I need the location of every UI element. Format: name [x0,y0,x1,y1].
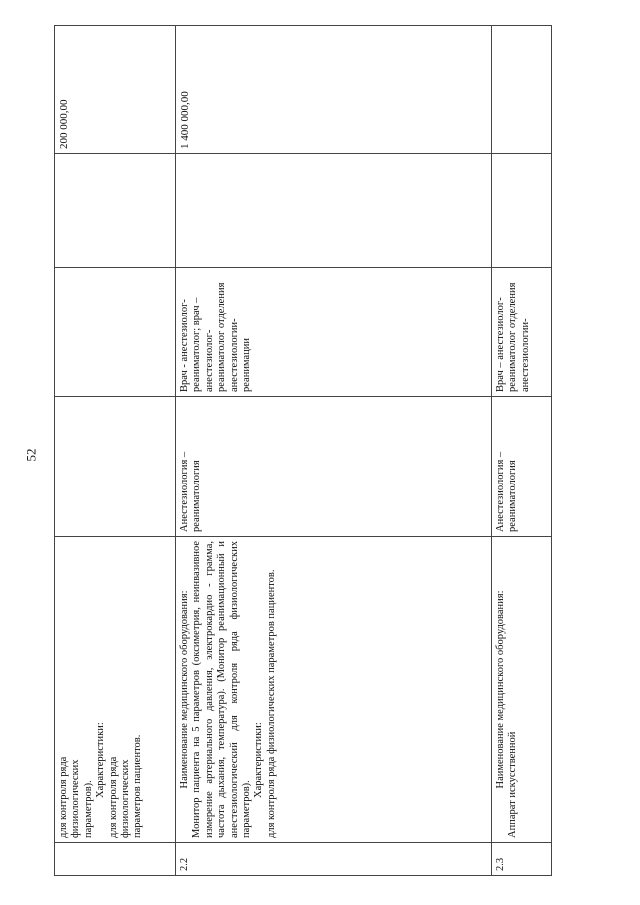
equipment-line: параметров). [82,780,94,838]
equipment-line: для контроля ряда [58,756,69,838]
specialists-text: Врач - анестезиолог-реаниматолог; врач – анестезиолог-реаниматолог отделения анестезиологии-реанимации [179,282,253,392]
equipment-description: Монитор пациента на 5 параметров (оксиметрия, неинвазивное измерение артериального давления, электрокардио - грамма, частота дыхания, температура). (Монитор реанимационный и анестезиологический для контроля ряда физиологических параметров). [191,541,253,838]
row-number-cell [55,843,176,876]
profile-text: Анестезиология – реаниматология [179,451,203,532]
specialists-cell [176,268,492,397]
equipment-title: Наименование медицинского оборудования: [179,590,190,789]
empty-cell [55,154,176,268]
characteristics-text: для контроля ряда физиологических параметров пациентов. [265,569,277,838]
equipment-description: Аппарат искусственной [507,731,519,838]
rotated-table-sheet [54,26,560,876]
equipment-line: Характеристики: [95,722,107,798]
specialists-cell [492,268,552,397]
profile-cell [492,397,552,537]
characteristics-label: Характеристики: [253,722,265,798]
profile-cell [55,397,176,537]
amount-cell [492,26,552,154]
row-number-cell: 2.2 [176,843,492,876]
amount-value: 200 000,00 [58,99,70,149]
row-number-cell: 2.3 [492,843,552,876]
equipment-line: физиологических [120,759,132,838]
profile-text: Анестезиология – реаниматология [495,451,519,532]
equipment-line: физиологических [70,759,82,838]
page-number: 52 [23,448,39,462]
empty-cell [176,154,492,268]
empty-cell [492,154,552,268]
specialists-text: Врач – анестезиолог-реаниматолог отделения анестезиологии- [495,282,531,392]
amount-cell [176,26,492,154]
equipment-cell [492,537,552,843]
table-row [55,26,176,876]
amount-value: 1 400 000,00 [179,91,191,149]
equipment-title: Наименование медицинского оборудования: [495,590,506,789]
equipment-table [54,25,552,876]
equipment-line: параметров пациентов. [132,734,144,838]
amount-cell [55,26,176,154]
equipment-cell [55,537,176,843]
equipment-cell [176,537,492,843]
table-row [492,26,552,876]
table-row [176,26,492,876]
profile-cell [176,397,492,537]
equipment-line: для контроля ряда [107,756,119,838]
specialists-cell [55,268,176,397]
